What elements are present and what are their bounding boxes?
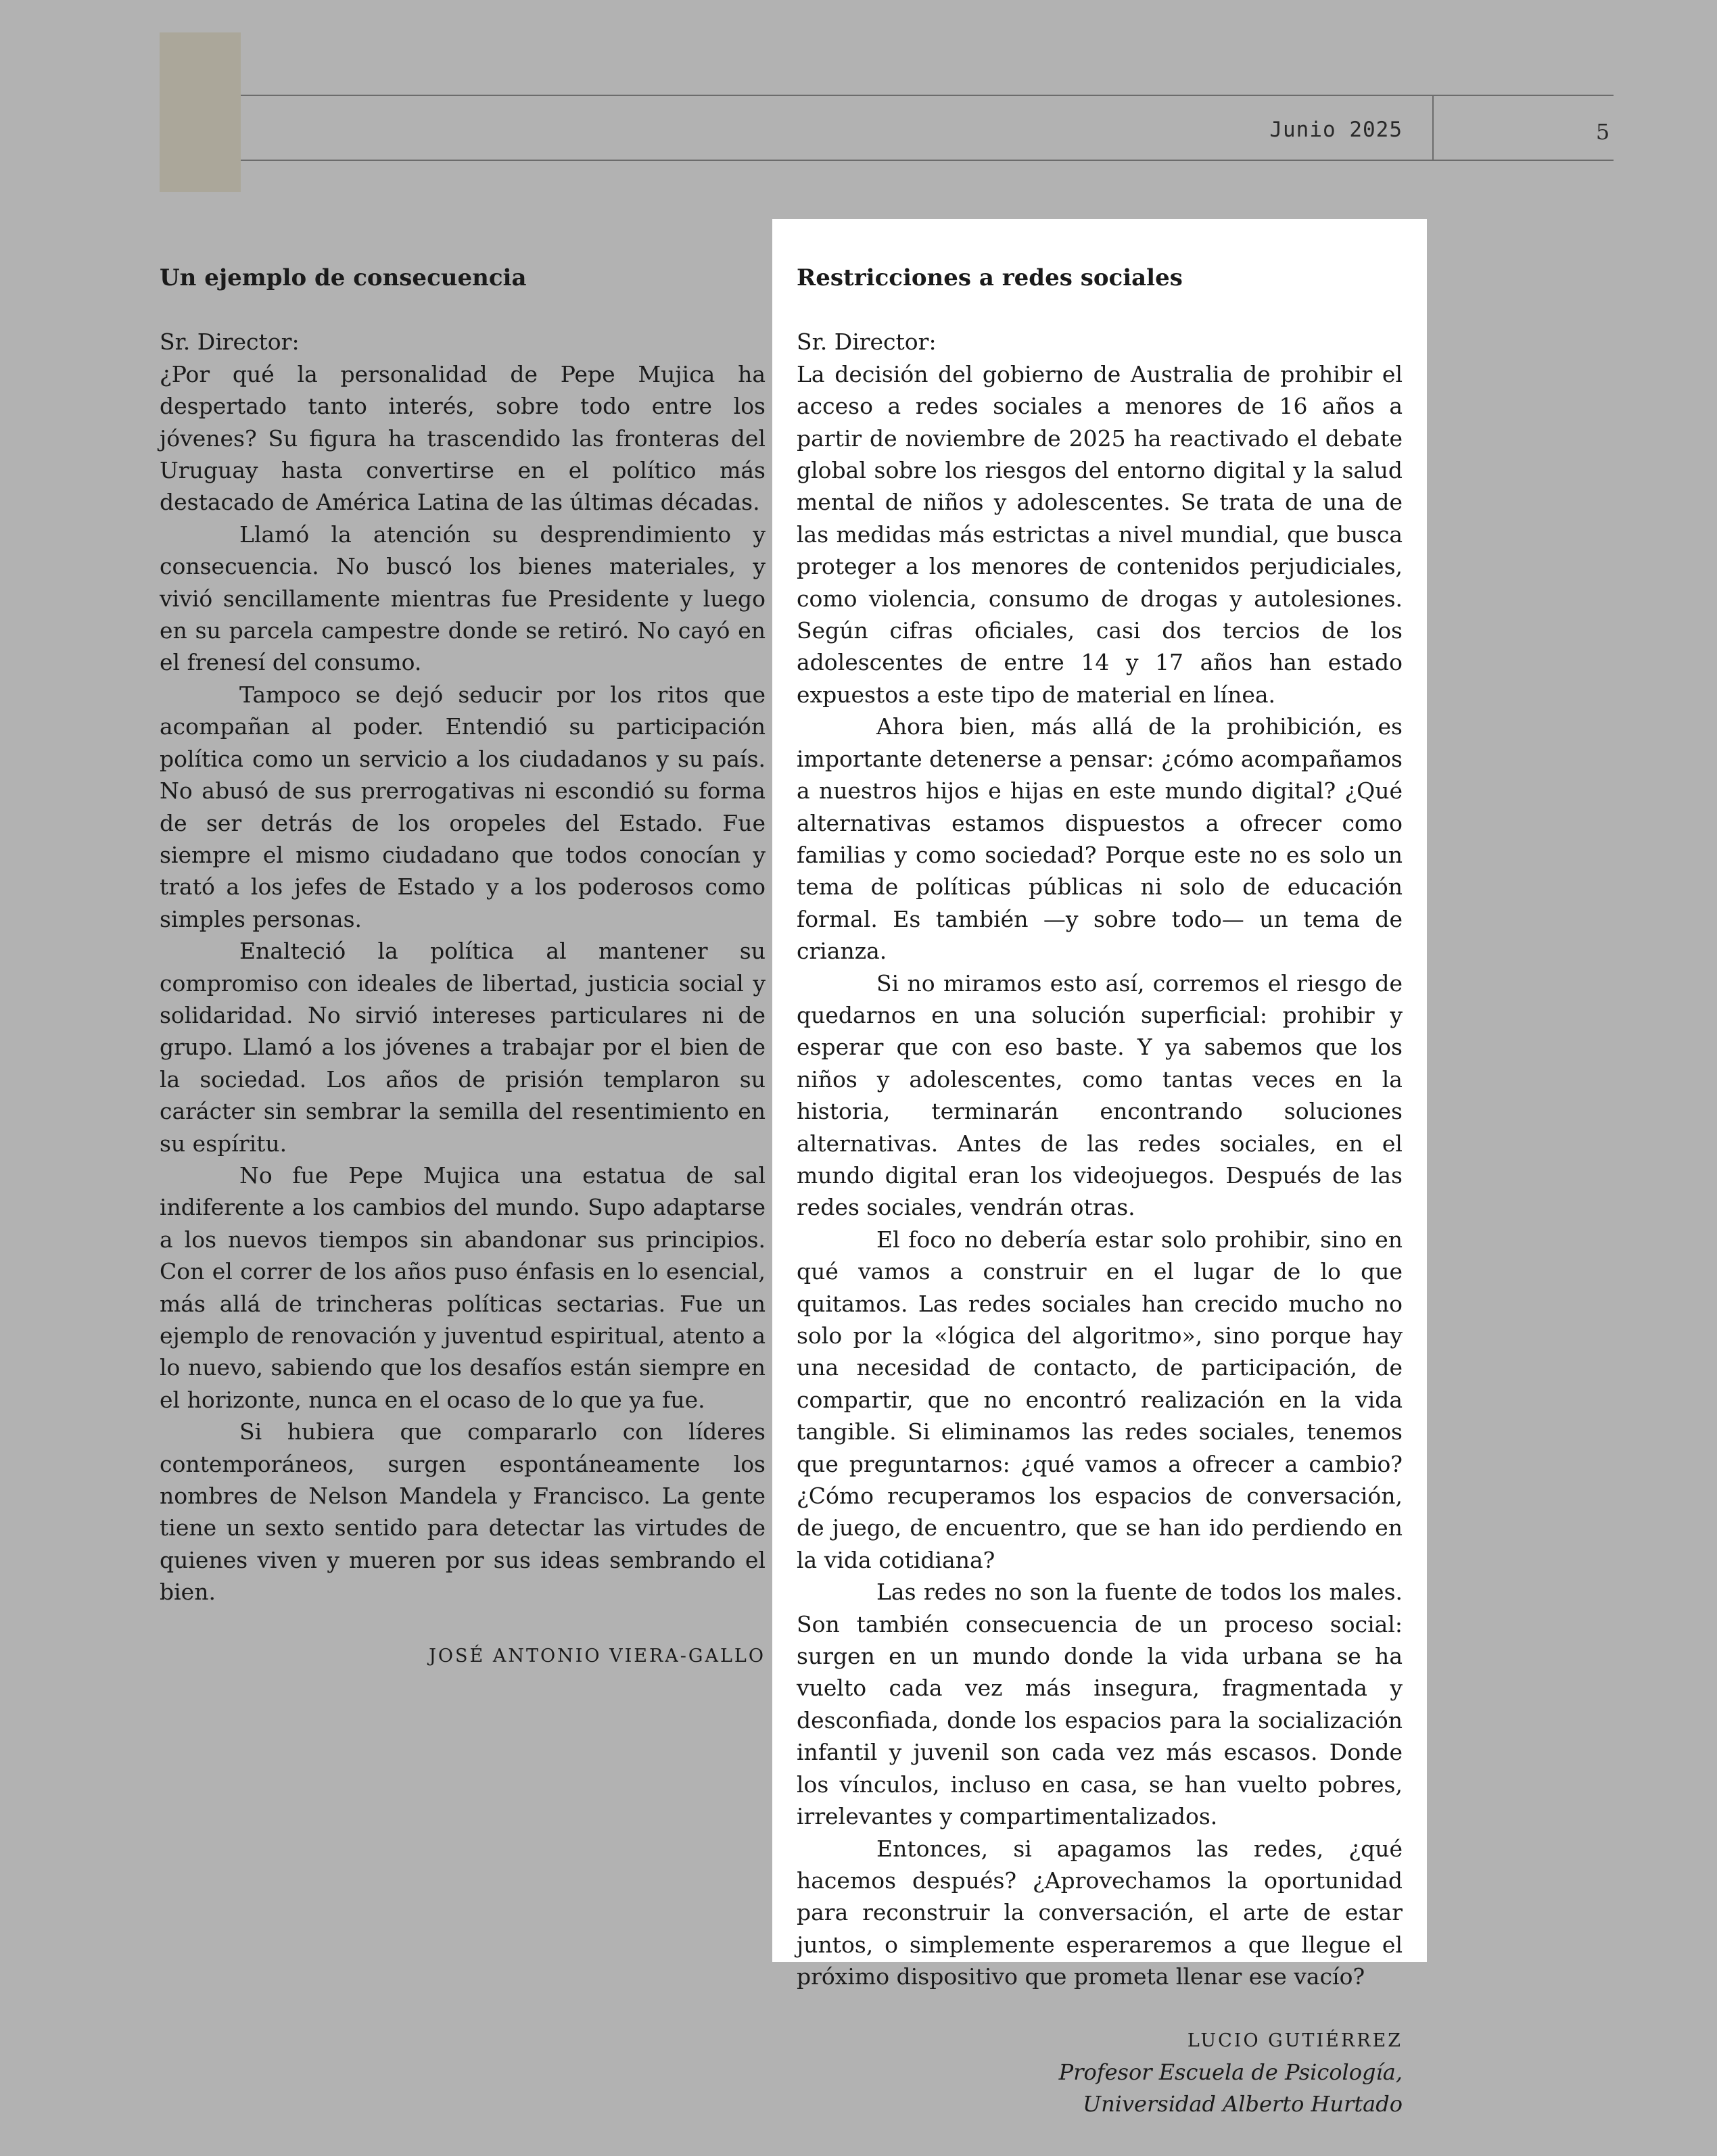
header-bottom-rule [241, 160, 1614, 161]
letter-paragraph: Tampoco se dejó seducir por los ritos que acompañan al poder. Entendió su participación política como un servicio a los ciudadanos y su país. No abusó de sus prerrogativas ni escondió su forma de ser detrás de los oropeles del Estado. Fue siempre el mismo ciudadano que todos conocían y trató a los jefes de Estado y a los poderosos como simples personas. [160, 681, 766, 932]
letter-salutation: Sr. Director: [160, 329, 300, 356]
letter-author: JOSÉ ANTONIO VIERA-GALLO [429, 1645, 766, 1667]
letter-paragraph: ¿Por qué la personalidad de Pepe Mujica ha despertado tanto interés, sobre todo entre los jóvenes? Su figura ha trascendido las fronteras del Uruguay hasta convertirse en el político más destacado de América Latina de las últimas décadas. [160, 360, 766, 516]
letter-title: Restricciones a redes sociales [797, 264, 1183, 291]
letter-paragraph: Llamó la atención su desprendimiento y consecuencia. No buscó los bienes materiales, y vivió sencillamente mientras fue Presidente y luego en su parcela campestre donde se retiró. No cayó en el frenesí del consumo. [160, 521, 766, 676]
letter-paragraph: Si no miramos esto así, corremos el riesgo de quedarnos en una solución superficial: prohibir y esperar que con eso baste. Y ya sabemos que los niños y adolescentes, como tantas veces en la historia, terminarán encontrando soluciones alternativas. Antes de las redes sociales, en el mundo digital eran los videojuegos. Después de las redes sociales, vendrán otras. [797, 969, 1403, 1221]
letter-paragraph: Entonces, si apagamos las redes, ¿qué hacemos después? ¿Aprovechamos la oportunidad para reconstruir la conversación, el arte de estar juntos, o simplemente esperaremos a que llegue el próximo dispositivo que prometa llenar ese vacío? [797, 1835, 1403, 1990]
letter-paragraph: La decisión del gobierno de Australia de prohibir el acceso a redes sociales a menores de 16 años a partir de noviembre de 2025 ha reactivado el debate global sobre los riesgos del entorno digital y la salud mental de niños y adolescentes. Se trata de una de las medidas más estrictas a nivel mundial, que busca proteger a los menores de contenidos perjudiciales, como violencia, consumo de drogas y autolesiones. Según cifras oficiales, casi dos tercios de los adolescentes de entre 14 y 17 años han estado expuestos a este tipo de material en línea. [797, 360, 1403, 708]
letter-redes-sociales [797, 262, 1403, 2121]
letter-paragraph: Enalteció la política al mantener su compromiso con ideales de libertad, justicia social y solidaridad. No sirvió intereses particulares ni de grupo. Llamó a los jóvenes a trabajar por el bien de la sociedad. Los años de prisión templaron su carácter sin sembrar la semilla del resentimiento en su espíritu. [160, 938, 766, 1157]
issue-date: Junio 2025 [1269, 118, 1403, 142]
letter-paragraph: El foco no debería estar solo prohibir, sino en qué vamos a construir en el lugar de lo que quitamos. Las redes sociales han crecido mucho no solo por la «lógica del algoritmo», sino porque hay una necesidad de contacto, de participación, de compartir, que no encontró realización en la vida tangible. Si eliminamos las redes sociales, tenemos que preguntarnos: ¿qué vamos a ofrecer a cambio? ¿Cómo recuperamos los espacios de conversación, de juego, de encuentro, que se han ido perdiendo en la vida cotidiana? [797, 1226, 1403, 1573]
page-number: 5 [1595, 119, 1610, 145]
letter-author: LUCIO GUTIÉRREZ [1187, 2030, 1403, 2051]
letter-mujica [160, 262, 766, 1672]
header-divider [1432, 95, 1434, 161]
letter-paragraph: Las redes no son la fuente de todos los males. Son también consecuencia de un proceso social: surgen en un mundo donde la vida urbana se ha vuelto cada vez más insegura, fragmentada y desconfiada, donde los espacios para la socialización infantil y juvenil son cada vez más escasos. Donde los vínculos, incluso en casa, se han vuelto pobres, irrelevantes y compartimentalizados. [797, 1579, 1403, 1830]
letter-paragraph: Ahora bien, más allá de la prohibición, es importante detenerse a pensar: ¿cómo acompañamos a nuestros hijos e hijas en este mundo digital? ¿Qué alternativas estamos dispuestos a ofrecer como familias y como sociedad? Porque este no es solo un tema de políticas públicas ni solo de educación formal. Es también —y sobre todo— un tema de crianza. [797, 713, 1403, 965]
author-affiliation-institution: Universidad Alberto Hurtado [1083, 2091, 1403, 2117]
letter-paragraph: Si hubiera que compararlo con líderes contemporáneos, surgen espontáneamente los nombres de Nelson Mandela y Francisco. La gente tiene un sexto sentido para detectar las virtudes de quienes viven y mueren por sus ideas sembrando el bien. [160, 1418, 766, 1606]
corner-color-block [160, 32, 241, 192]
letter-title: Un ejemplo de consecuencia [160, 264, 527, 291]
letter-paragraph: No fue Pepe Mujica una estatua de sal indiferente a los cambios del mundo. Supo adaptarse a los nuevos tiempos sin abandonar sus principios. Con el correr de los años puso énfasis en lo esencial, más allá de trincheras políticas sectarias. Fue un ejemplo de renovación y juventud espiritual, atento a lo nuevo, sabiendo que los desafíos están siempre en el horizonte, nunca en el ocaso de lo que ya fue. [160, 1161, 766, 1413]
letter-salutation: Sr. Director: [797, 329, 937, 356]
author-affiliation-title: Profesor Escuela de Psicología, [1058, 2059, 1403, 2085]
header-top-rule [241, 95, 1614, 96]
